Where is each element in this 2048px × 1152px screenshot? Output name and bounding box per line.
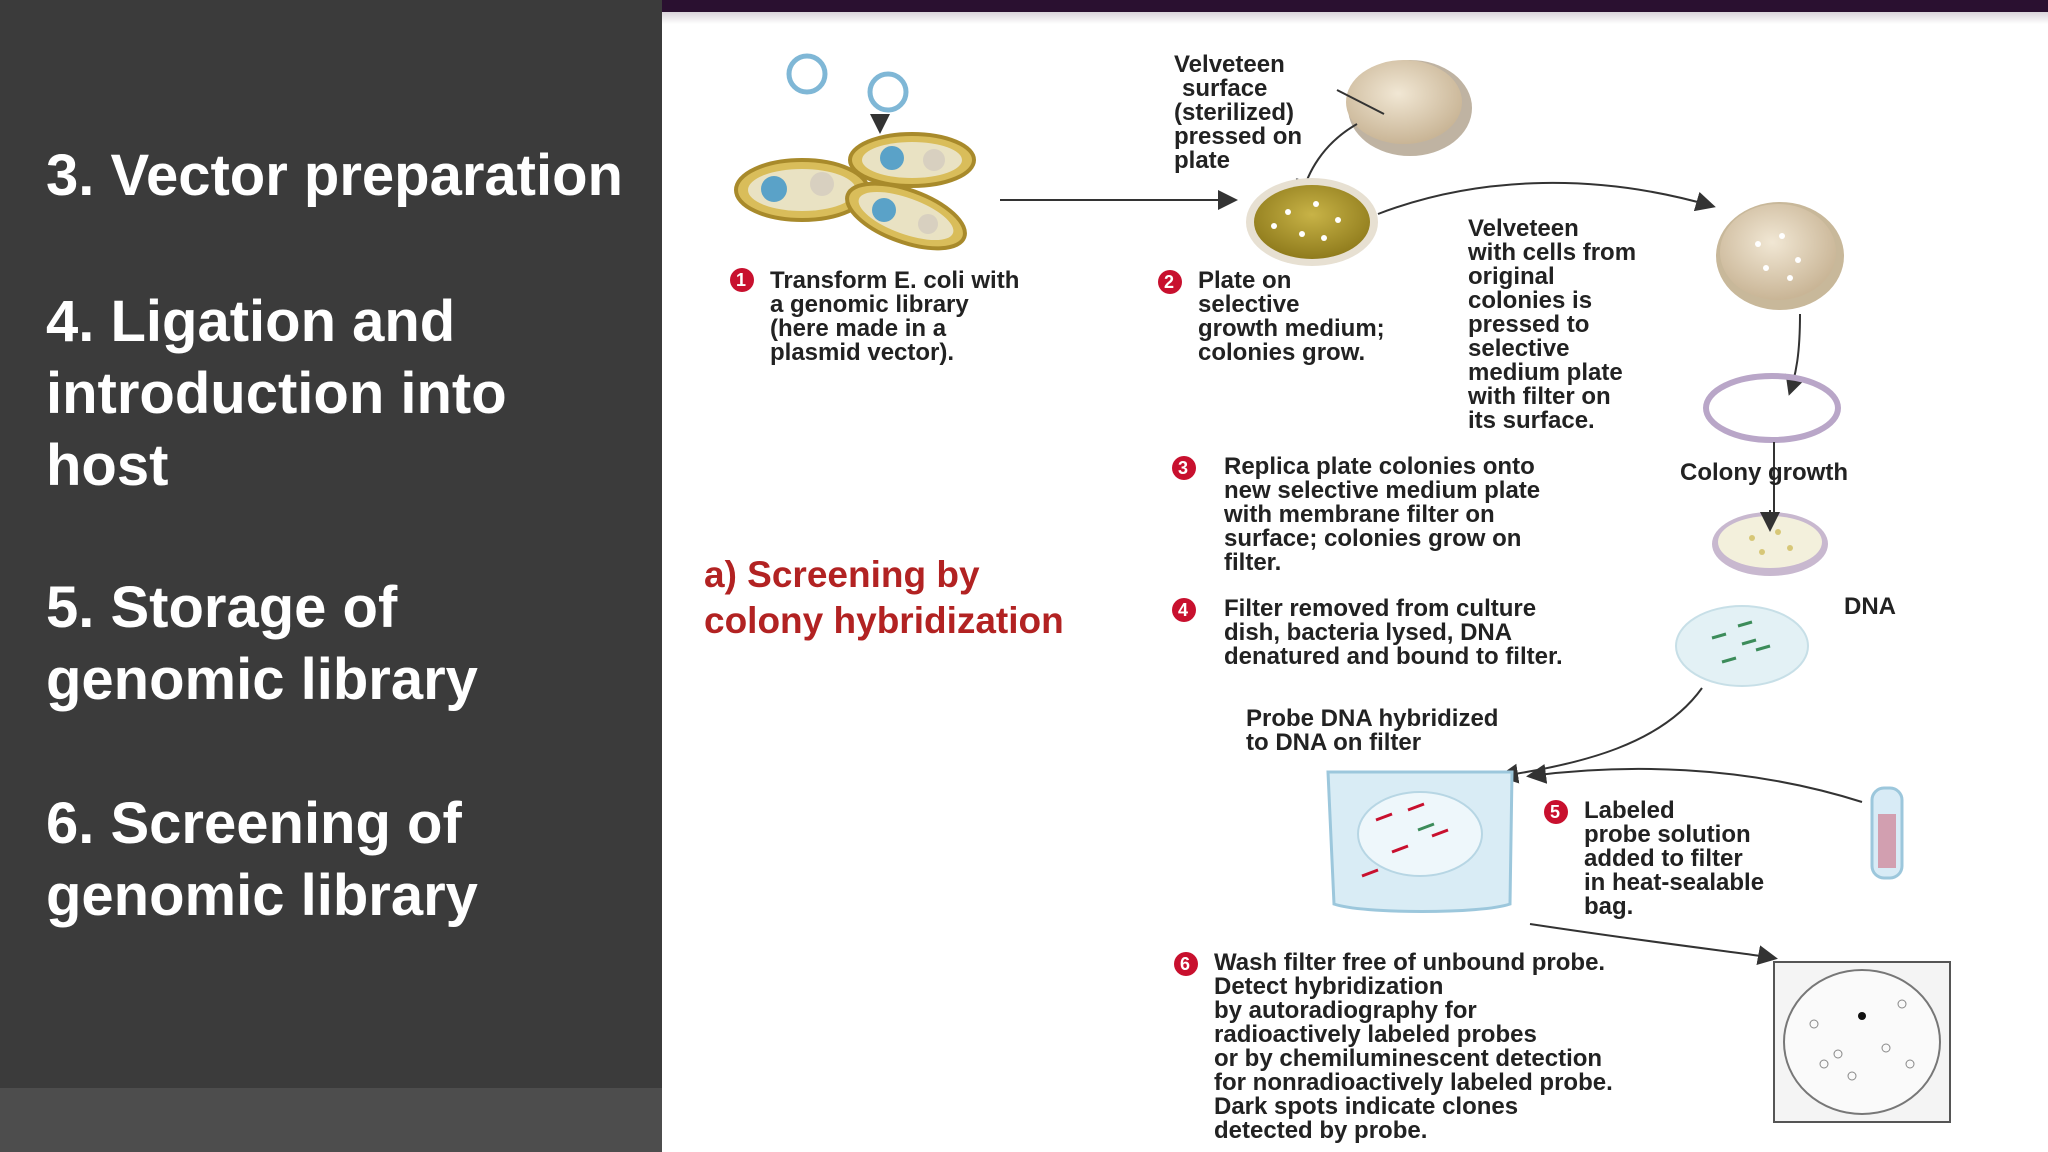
probe-label [1246, 705, 1498, 756]
svg-text:Wash filter free of unbound pr: Wash filter free of unbound probe. [1214, 949, 1606, 976]
svg-text:in heat-sealable: in heat-sealable [1584, 869, 1765, 896]
sealed-bag-icon [1328, 772, 1512, 912]
topic-ligation: 4. Ligation and introduction into host [46, 289, 507, 498]
svg-text:plate: plate [1174, 147, 1231, 174]
svg-text:plasmid vector).: plasmid vector). [770, 339, 955, 366]
svg-text:Detect hybridization: Detect hybridization [1214, 973, 1444, 1000]
svg-text:bag.: bag. [1584, 893, 1634, 920]
colony-hybridization-diagram [662, 24, 2048, 1152]
svg-text:selective: selective [1468, 335, 1570, 362]
svg-text:Labeled: Labeled [1584, 797, 1675, 824]
svg-text:Velveteen: Velveteen [1174, 51, 1285, 78]
svg-text:surface; colonies grow on: surface; colonies grow on [1224, 525, 1522, 552]
step-4 [1172, 595, 1563, 670]
svg-text:detected by probe.: detected by probe. [1214, 1117, 1428, 1144]
svg-text:Filter removed from culture: Filter removed from culture [1224, 595, 1537, 622]
step-3 [1172, 453, 1540, 576]
svg-text:colonies grow.: colonies grow. [1198, 339, 1366, 366]
svg-text:denatured and bound to filter.: denatured and bound to filter. [1224, 643, 1563, 670]
step-2 [1158, 267, 1385, 366]
membrane-filter-icon [1706, 376, 1838, 440]
svg-text:with filter on: with filter on [1468, 383, 1611, 410]
dna-filter-icon [1676, 606, 1808, 686]
svg-text:Probe DNA hybridized: Probe DNA hybridized [1246, 705, 1499, 732]
svg-text:growth medium;: growth medium; [1198, 315, 1385, 342]
svg-text:2: 2 [1164, 272, 1175, 292]
svg-text:4: 4 [1178, 600, 1189, 620]
step-6 [1174, 949, 1613, 1144]
svg-text:1: 1 [736, 270, 747, 290]
dna-label: DNA [1844, 593, 1896, 620]
svg-text:filter.: filter. [1224, 549, 1282, 576]
velveteen-disc-icon [1346, 60, 1472, 156]
svg-text:3: 3 [1178, 458, 1189, 478]
svg-text:(sterilized): (sterilized) [1174, 99, 1295, 126]
svg-text:Transform E. coli with: Transform E. coli with [770, 267, 1020, 294]
velveteen-surface-label [1174, 51, 1302, 174]
topics-panel [0, 0, 662, 1152]
svg-text:(here made in a: (here made in a [770, 315, 947, 342]
svg-text:medium plate: medium plate [1468, 359, 1623, 386]
svg-text:Replica plate colonies onto: Replica plate colonies onto [1224, 453, 1535, 480]
velveteen-cells-icon [1716, 202, 1844, 310]
svg-text:with membrane filter on: with membrane filter on [1224, 501, 1495, 528]
svg-text:original: original [1468, 263, 1555, 290]
svg-text:probe solution: probe solution [1584, 821, 1751, 848]
svg-text:by autoradiography for: by autoradiography for [1214, 997, 1477, 1024]
svg-text:for nonradioactively labeled p: for nonradioactively labeled probe. [1214, 1069, 1613, 1096]
step-5 [1544, 797, 1764, 920]
probe-tube-icon [1872, 788, 1902, 878]
velveteen-cells-label [1467, 215, 1636, 434]
svg-text:Plate on: Plate on [1198, 267, 1292, 294]
autoradiograph-icon [1774, 962, 1950, 1122]
footer-stripe [0, 1088, 662, 1152]
agar-plate-icon [1246, 178, 1378, 266]
svg-text:radioactively labeled probes: radioactively labeled probes [1214, 1021, 1537, 1048]
svg-text:dish, bacteria lysed, DNA: dish, bacteria lysed, DNA [1224, 619, 1513, 646]
svg-text:added to filter: added to filter [1584, 845, 1743, 872]
svg-text:Dark spots indicate clones: Dark spots indicate clones [1214, 1093, 1519, 1120]
svg-text:to DNA on filter: to DNA on filter [1246, 729, 1422, 756]
svg-text:6: 6 [1180, 954, 1191, 974]
svg-text:Velveteen: Velveteen [1468, 215, 1579, 242]
svg-text:surface: surface [1182, 75, 1268, 102]
svg-text:new selective medium plate: new selective medium plate [1224, 477, 1541, 504]
topic-screening: 6. Screening of genomic library [46, 791, 478, 928]
topic-vector-preparation: 3. Vector preparation [46, 143, 623, 208]
top-bar-shadow [662, 12, 2048, 24]
step-1 [730, 267, 1019, 366]
svg-text:its surface.: its surface. [1468, 407, 1595, 434]
svg-text:with cells from: with cells from [1468, 239, 1637, 266]
svg-text:selective: selective [1198, 291, 1300, 318]
figure-caption: a) Screening by colony hybridization [704, 554, 1064, 641]
svg-text:pressed to: pressed to [1468, 311, 1590, 338]
svg-text:5: 5 [1550, 802, 1561, 822]
colony-growth-label: Colony growth [1680, 459, 1848, 486]
topic-storage: 5. Storage of genomic library [46, 575, 478, 712]
bacteria-cells-icon [736, 134, 974, 262]
svg-text:or by chemiluminescent detecti: or by chemiluminescent detection [1214, 1045, 1603, 1072]
svg-text:a genomic library: a genomic library [770, 291, 969, 318]
plasmid-icon [789, 56, 906, 130]
svg-text:colonies is: colonies is [1468, 287, 1593, 314]
top-bar [662, 0, 2048, 12]
svg-text:pressed on: pressed on [1174, 123, 1303, 150]
